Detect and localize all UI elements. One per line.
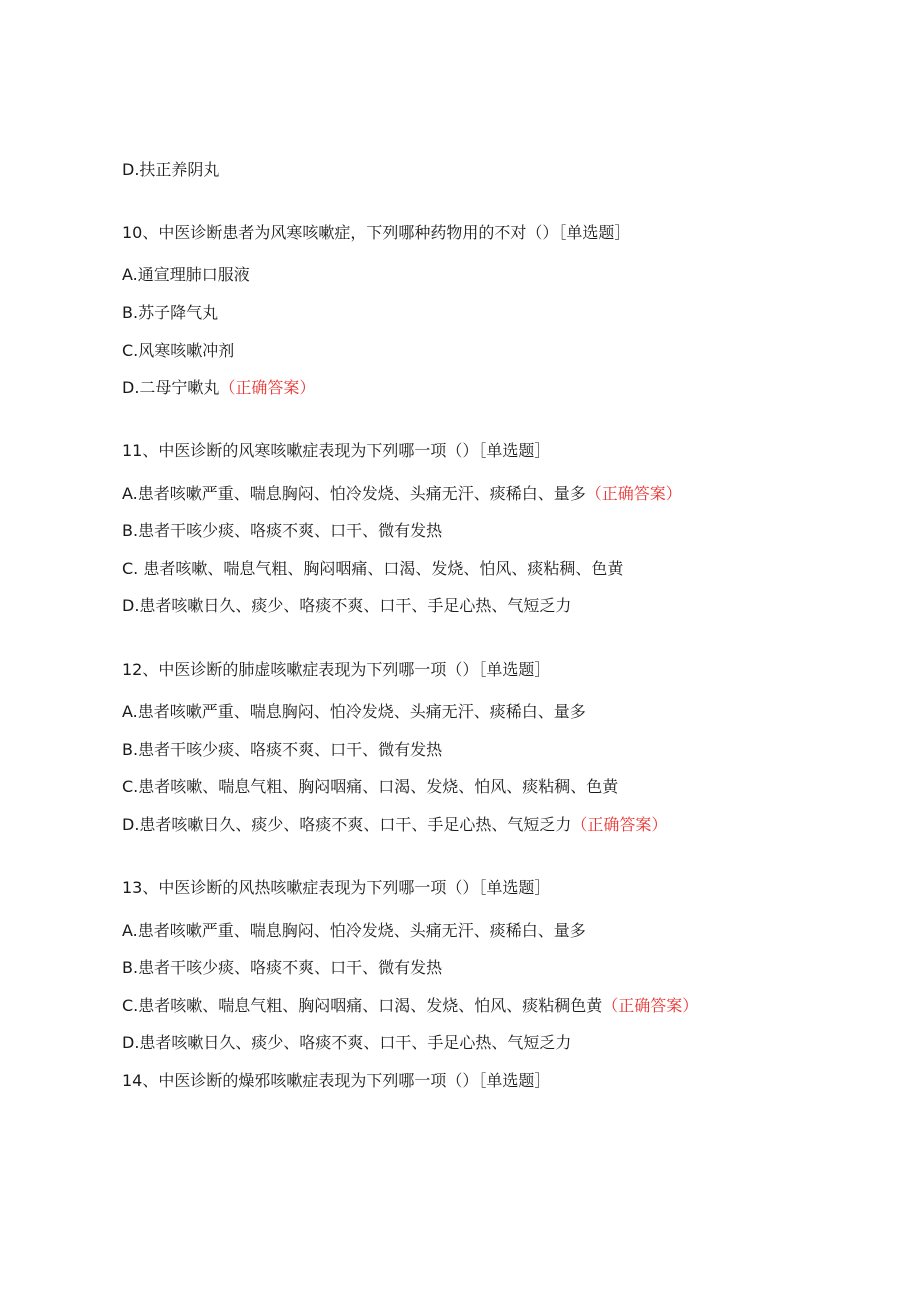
option-text: A.患者咳嗽严重、喘息胸闷、怕冷发烧、头痛无汗、痰稀白、量多 [122, 921, 586, 940]
question-11-title [122, 441, 550, 461]
question-13-title [122, 878, 550, 898]
question-11-option-b [122, 521, 442, 541]
option-text: B.患者干咳少痰、咯痰不爽、口干、微有发热 [122, 740, 443, 759]
question-11-option-d [122, 596, 571, 616]
question-text: 14、中医诊断的燥邪咳嗽症表现为下列哪一项（）［单选题］ [122, 1071, 551, 1090]
correct-answer-mark: （正确答案） [571, 815, 668, 834]
option-text: A.患者咳嗽严重、喘息胸闷、怕冷发烧、头痛无汗、痰稀白、量多 [122, 484, 586, 503]
question-13-option-d [122, 1033, 571, 1053]
question-12-title [122, 660, 550, 680]
question-13-option-a [122, 921, 586, 941]
question-12-option-a [122, 702, 586, 722]
question-text: 13、中医诊断的风热咳嗽症表现为下列哪一项（）［单选题］ [122, 878, 551, 897]
question-10-option-b [122, 303, 218, 323]
option-text: A.患者咳嗽严重、喘息胸闷、怕冷发烧、头痛无汗、痰稀白、量多 [122, 702, 586, 721]
question-12-option-c [122, 777, 618, 797]
question-text: 10、中医诊断患者为风寒咳嗽症，下列哪种药物用的不对（）［单选题］ [122, 223, 631, 242]
question-13-option-b [122, 958, 442, 978]
option-text: A.通宣理肺口服液 [122, 265, 250, 284]
correct-answer-mark: （正确答案） [219, 378, 316, 397]
question-11-option-a [122, 484, 682, 504]
question-text: 11、中医诊断的风寒咳嗽症表现为下列哪一项（）［单选题］ [122, 441, 551, 460]
option-text: D.患者咳嗽日久、痰少、咯痰不爽、口干、手足心热、气短乏力 [122, 1033, 572, 1052]
question-14-title [122, 1071, 550, 1091]
option-text: D.扶正养阴丸 [122, 160, 220, 179]
question-10-option-d [122, 378, 315, 398]
question-11-option-c [122, 559, 623, 579]
question-10-option-c [122, 341, 234, 361]
question-12-option-d [122, 815, 667, 835]
option-text: B.患者干咳少痰、咯痰不爽、口干、微有发热 [122, 958, 443, 977]
question-12-option-b [122, 740, 442, 760]
option-text: C.患者咳嗽、喘息气粗、胸闷咽痛、口渴、发烧、怕风、痰粘稠、色黄 [122, 777, 619, 796]
option-text: C. 患者咳嗽、喘息气粗、胸闷咽痛、口渴、发烧、怕风、痰粘稠、色黄 [122, 559, 624, 578]
question-13-option-c [122, 996, 698, 1016]
option-text: B.患者干咳少痰、咯痰不爽、口干、微有发热 [122, 521, 443, 540]
option-text: B.苏子降气丸 [122, 303, 219, 322]
option-text: D.患者咳嗽日久、痰少、咯痰不爽、口干、手足心热、气短乏力 [122, 815, 572, 834]
question-10-option-a [122, 265, 250, 285]
option-text: C.风寒咳嗽冲剂 [122, 341, 235, 360]
question-text: 12、中医诊断的肺虚咳嗽症表现为下列哪一项（）［单选题］ [122, 660, 551, 679]
question-10-title [122, 223, 630, 243]
correct-answer-mark: （正确答案） [602, 996, 699, 1015]
option-d-prev-question [122, 160, 219, 180]
option-text: D.患者咳嗽日久、痰少、咯痰不爽、口干、手足心热、气短乏力 [122, 596, 572, 615]
correct-answer-mark: （正确答案） [585, 484, 682, 503]
option-text: C.患者咳嗽、喘息气粗、胸闷咽痛、口渴、发烧、怕风、痰粘稠色黄 [122, 996, 603, 1015]
option-text: D.二母宁嗽丸 [122, 378, 220, 397]
